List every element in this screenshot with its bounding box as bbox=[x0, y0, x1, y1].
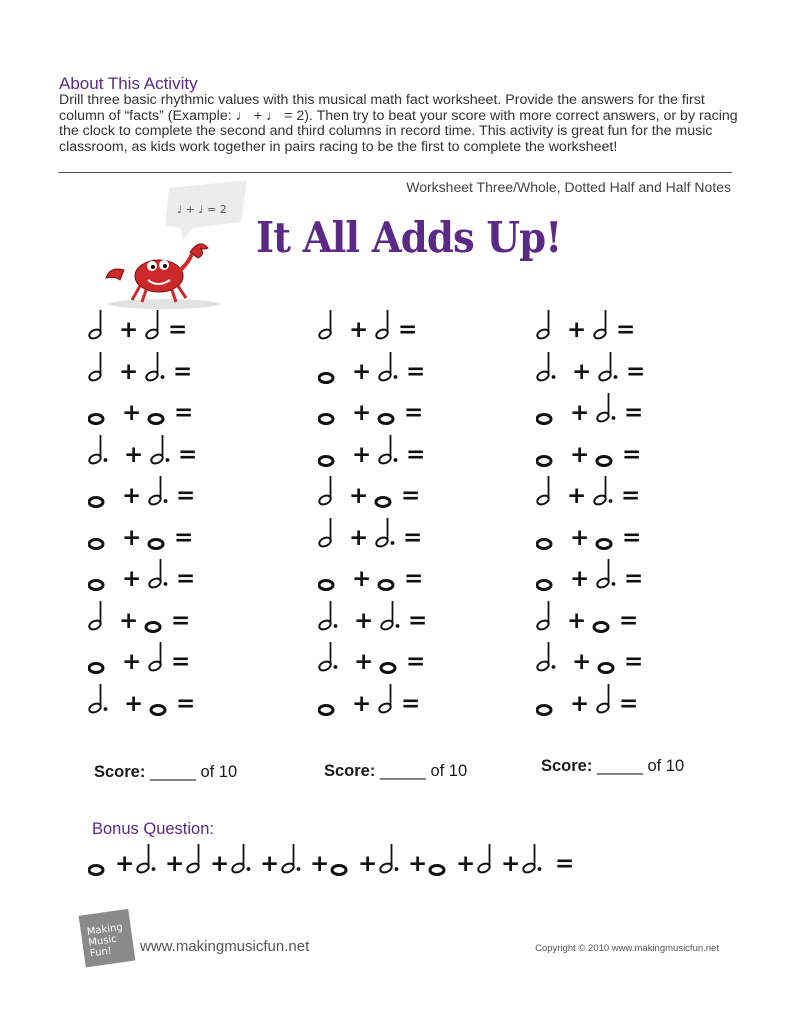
half-note-icon bbox=[536, 601, 550, 631]
equals-sign: = bbox=[624, 400, 644, 426]
problem-row bbox=[536, 389, 656, 431]
whole-note-icon bbox=[381, 664, 395, 673]
plus-sign: + bbox=[570, 400, 590, 426]
dotted-half-note-icon bbox=[379, 844, 399, 874]
dotted-half-note-icon bbox=[378, 435, 398, 465]
problem-row bbox=[318, 555, 438, 597]
score-label: Score: bbox=[541, 757, 593, 775]
whole-note-icon bbox=[379, 581, 393, 590]
score-suffix: of 10 bbox=[647, 757, 685, 775]
problem-row bbox=[318, 514, 438, 556]
equals-sign: = bbox=[404, 566, 424, 592]
problem-row bbox=[88, 472, 208, 514]
problem-row bbox=[536, 638, 656, 680]
plus-sign: + bbox=[260, 851, 280, 877]
plus-sign: + bbox=[501, 851, 521, 877]
whole-note-icon bbox=[89, 498, 103, 507]
equals-sign: = bbox=[621, 483, 641, 509]
dotted-half-note-icon bbox=[88, 684, 107, 714]
whole-note-icon bbox=[537, 581, 551, 590]
plus-sign: + bbox=[349, 317, 369, 343]
dotted-half-note-icon bbox=[593, 476, 613, 506]
plus-sign: + bbox=[456, 851, 476, 877]
equals-sign: = bbox=[401, 483, 421, 509]
about-title: About This Activity bbox=[59, 74, 198, 93]
plus-sign: + bbox=[310, 851, 330, 877]
problem-row bbox=[318, 680, 438, 722]
equals-sign: = bbox=[173, 358, 193, 385]
dotted-half-note-icon bbox=[88, 435, 107, 465]
plus-sign: + bbox=[115, 851, 135, 877]
score-blank[interactable]: _____ bbox=[596, 757, 643, 775]
half-note-icon bbox=[186, 844, 200, 874]
problem-row bbox=[318, 638, 438, 680]
half-note-icon bbox=[378, 684, 392, 714]
plus-sign: + bbox=[572, 649, 592, 675]
score-label: Score: bbox=[94, 763, 146, 781]
equals-sign: = bbox=[176, 483, 196, 509]
score-blank[interactable]: _____ bbox=[379, 762, 426, 780]
worksheet-title: It All Adds Up! bbox=[256, 213, 562, 262]
equals-sign: = bbox=[406, 649, 426, 675]
half-note-icon bbox=[536, 476, 550, 506]
problem-column-3 bbox=[536, 306, 656, 721]
bonus-equation bbox=[88, 840, 608, 885]
plus-sign: + bbox=[119, 607, 139, 634]
problem-row bbox=[88, 514, 208, 556]
plus-sign: + bbox=[352, 441, 372, 468]
problem-row bbox=[88, 306, 208, 348]
equals-sign: = bbox=[168, 317, 188, 343]
plus-sign: + bbox=[124, 441, 144, 468]
equals-sign: = bbox=[171, 607, 191, 634]
plus-sign: + bbox=[352, 690, 372, 717]
half-note-icon bbox=[145, 310, 159, 340]
plus-sign: + bbox=[122, 483, 142, 509]
plus-sign: + bbox=[165, 851, 185, 877]
divider bbox=[58, 172, 732, 173]
equals-sign: = bbox=[624, 566, 644, 592]
equals-sign: = bbox=[555, 851, 575, 877]
problem-row bbox=[88, 348, 208, 390]
plus-sign: + bbox=[354, 607, 374, 634]
whole-note-icon bbox=[537, 705, 551, 714]
about-description: Drill three basic rhythmic values with this musical math fact worksheet. Provide the answers for the first column of “facts” (Example: ♩ + ♩ = 2). Then try to beat your score with more correct answers, or by racing the clock to complete the second and third columns in record time. This activity is great fun for the music classroom, as kids work together in pairs racing to be the first to complete the worksheet! bbox=[59, 92, 738, 155]
dotted-half-note-icon bbox=[318, 601, 337, 631]
problem-row bbox=[318, 472, 438, 514]
plus-sign: + bbox=[567, 317, 587, 343]
whole-note-icon bbox=[89, 539, 103, 548]
problem-row bbox=[88, 597, 208, 639]
half-note-icon bbox=[536, 310, 550, 340]
making-music-fun-logo bbox=[78, 908, 138, 968]
copyright: Copyright © 2010 www.makingmusicfun.net bbox=[535, 943, 719, 954]
plus-sign: + bbox=[119, 358, 139, 385]
score-blank[interactable]: _____ bbox=[149, 763, 196, 781]
plus-sign: + bbox=[570, 524, 590, 551]
equals-sign: = bbox=[622, 441, 642, 468]
score-line-2 bbox=[324, 762, 467, 781]
score-suffix: of 10 bbox=[430, 762, 468, 780]
equals-sign: = bbox=[174, 400, 194, 426]
dotted-half-note-icon bbox=[536, 642, 555, 672]
equals-sign: = bbox=[176, 566, 196, 592]
plus-sign: + bbox=[567, 607, 587, 634]
half-note-icon bbox=[596, 684, 610, 714]
equals-sign: = bbox=[404, 400, 424, 426]
worksheet-subtitle: Worksheet Three/Whole, Dotted Half and Half Notes bbox=[406, 179, 731, 195]
equals-sign: = bbox=[408, 607, 428, 634]
plus-sign: + bbox=[124, 690, 144, 717]
half-note-icon bbox=[375, 310, 389, 340]
plus-sign: + bbox=[122, 400, 142, 426]
whole-note-icon bbox=[149, 539, 163, 548]
speech-bubble-icon bbox=[163, 178, 249, 240]
problem-row bbox=[318, 597, 438, 639]
svg-text:Music: Music bbox=[87, 933, 118, 949]
plus-sign: + bbox=[570, 690, 590, 717]
whole-note-icon bbox=[537, 456, 551, 465]
dotted-half-note-icon bbox=[536, 352, 555, 382]
problem-row bbox=[536, 348, 656, 390]
dotted-half-note-icon bbox=[598, 352, 618, 382]
problem-row bbox=[536, 680, 656, 722]
plus-sign: + bbox=[408, 851, 428, 877]
dotted-half-note-icon bbox=[318, 642, 337, 672]
problem-row bbox=[88, 555, 208, 597]
whole-note-icon bbox=[151, 705, 165, 714]
dotted-half-note-icon bbox=[596, 559, 616, 589]
plus-sign: + bbox=[349, 483, 369, 509]
whole-note-icon bbox=[594, 622, 608, 631]
problem-row bbox=[88, 389, 208, 431]
problem-row bbox=[536, 306, 656, 348]
half-note-icon bbox=[477, 844, 491, 874]
dotted-half-note-icon bbox=[522, 844, 542, 874]
score-line-3 bbox=[541, 757, 684, 776]
equals-sign: = bbox=[171, 649, 191, 675]
whole-note-icon bbox=[319, 581, 333, 590]
plus-sign: + bbox=[122, 649, 142, 675]
whole-note-icon bbox=[89, 866, 103, 875]
equals-sign: = bbox=[626, 358, 646, 385]
whole-note-icon bbox=[319, 415, 333, 424]
equals-sign: = bbox=[403, 524, 423, 551]
dotted-half-note-icon bbox=[380, 601, 400, 631]
problem-column-2 bbox=[318, 306, 438, 721]
whole-note-icon bbox=[430, 866, 444, 875]
speech-example: ♩ + ♩ = 2 bbox=[177, 203, 227, 216]
whole-note-icon bbox=[537, 415, 551, 424]
problem-column-1 bbox=[88, 306, 208, 721]
plus-sign: + bbox=[122, 566, 142, 592]
equals-sign: = bbox=[406, 441, 426, 468]
plus-sign: + bbox=[354, 649, 374, 675]
half-note-icon bbox=[88, 601, 102, 631]
plus-sign: + bbox=[122, 524, 142, 551]
half-note-icon bbox=[318, 310, 332, 340]
score-suffix: of 10 bbox=[200, 763, 238, 781]
problem-row bbox=[536, 597, 656, 639]
problem-row bbox=[536, 555, 656, 597]
dotted-half-note-icon bbox=[375, 518, 395, 548]
problem-row bbox=[318, 306, 438, 348]
whole-note-icon bbox=[379, 415, 393, 424]
bonus-title: Bonus Question: bbox=[92, 820, 214, 838]
plus-sign: + bbox=[567, 483, 587, 509]
whole-note-icon bbox=[599, 664, 613, 673]
equals-sign: = bbox=[624, 649, 644, 675]
equals-sign: = bbox=[622, 524, 642, 551]
score-line-1 bbox=[94, 763, 237, 782]
equals-sign: = bbox=[174, 524, 194, 551]
problem-row bbox=[88, 638, 208, 680]
plus-sign: + bbox=[570, 566, 590, 592]
whole-note-icon bbox=[332, 866, 346, 875]
svg-text:Making: Making bbox=[86, 921, 124, 938]
problem-row bbox=[88, 680, 208, 722]
plus-sign: + bbox=[210, 851, 230, 877]
whole-note-icon bbox=[146, 622, 160, 631]
problem-row bbox=[536, 431, 656, 473]
whole-note-icon bbox=[597, 456, 611, 465]
problem-row bbox=[536, 514, 656, 556]
problem-row bbox=[318, 431, 438, 473]
website-link[interactable]: www.makingmusicfun.net bbox=[140, 938, 310, 955]
dotted-half-note-icon bbox=[378, 352, 398, 382]
dotted-half-note-icon bbox=[136, 844, 156, 874]
half-note-icon bbox=[88, 352, 102, 382]
dotted-half-note-icon bbox=[281, 844, 301, 874]
half-note-icon bbox=[593, 310, 607, 340]
half-note-icon bbox=[148, 642, 162, 672]
whole-note-icon bbox=[319, 456, 333, 465]
plus-sign: + bbox=[119, 317, 139, 343]
dotted-half-note-icon bbox=[231, 844, 251, 874]
plus-sign: + bbox=[570, 441, 590, 468]
dotted-half-note-icon bbox=[148, 476, 168, 506]
plus-sign: + bbox=[352, 566, 372, 592]
problem-row bbox=[318, 348, 438, 390]
equals-sign: = bbox=[178, 441, 198, 468]
problem-row bbox=[318, 389, 438, 431]
equals-sign: = bbox=[176, 690, 196, 717]
svg-text:Fun!: Fun! bbox=[89, 945, 113, 960]
whole-note-icon bbox=[89, 581, 103, 590]
whole-note-icon bbox=[319, 705, 333, 714]
dotted-half-note-icon bbox=[596, 393, 616, 423]
problem-row bbox=[536, 472, 656, 514]
score-label: Score: bbox=[324, 762, 376, 780]
equals-sign: = bbox=[619, 690, 639, 717]
whole-note-icon bbox=[89, 664, 103, 673]
whole-note-icon bbox=[537, 539, 551, 548]
problem-row bbox=[88, 431, 208, 473]
crab-mascot-icon bbox=[104, 232, 224, 312]
dotted-half-note-icon bbox=[150, 435, 170, 465]
dotted-half-note-icon bbox=[148, 559, 168, 589]
equals-sign: = bbox=[616, 317, 636, 343]
whole-note-icon bbox=[597, 539, 611, 548]
plus-sign: + bbox=[349, 524, 369, 551]
plus-sign: + bbox=[352, 358, 372, 385]
plus-sign: + bbox=[352, 400, 372, 426]
half-note-icon bbox=[88, 310, 102, 340]
whole-note-icon bbox=[376, 498, 390, 507]
half-note-icon bbox=[318, 518, 332, 548]
whole-note-icon bbox=[149, 415, 163, 424]
equals-sign: = bbox=[398, 317, 418, 343]
equals-sign: = bbox=[619, 607, 639, 634]
half-note-icon bbox=[318, 476, 332, 506]
equals-sign: = bbox=[406, 358, 426, 385]
whole-note-icon bbox=[319, 373, 333, 382]
dotted-half-note-icon bbox=[145, 352, 165, 382]
plus-sign: + bbox=[358, 851, 378, 877]
plus-sign: + bbox=[572, 358, 592, 385]
equals-sign: = bbox=[401, 690, 421, 717]
whole-note-icon bbox=[89, 415, 103, 424]
